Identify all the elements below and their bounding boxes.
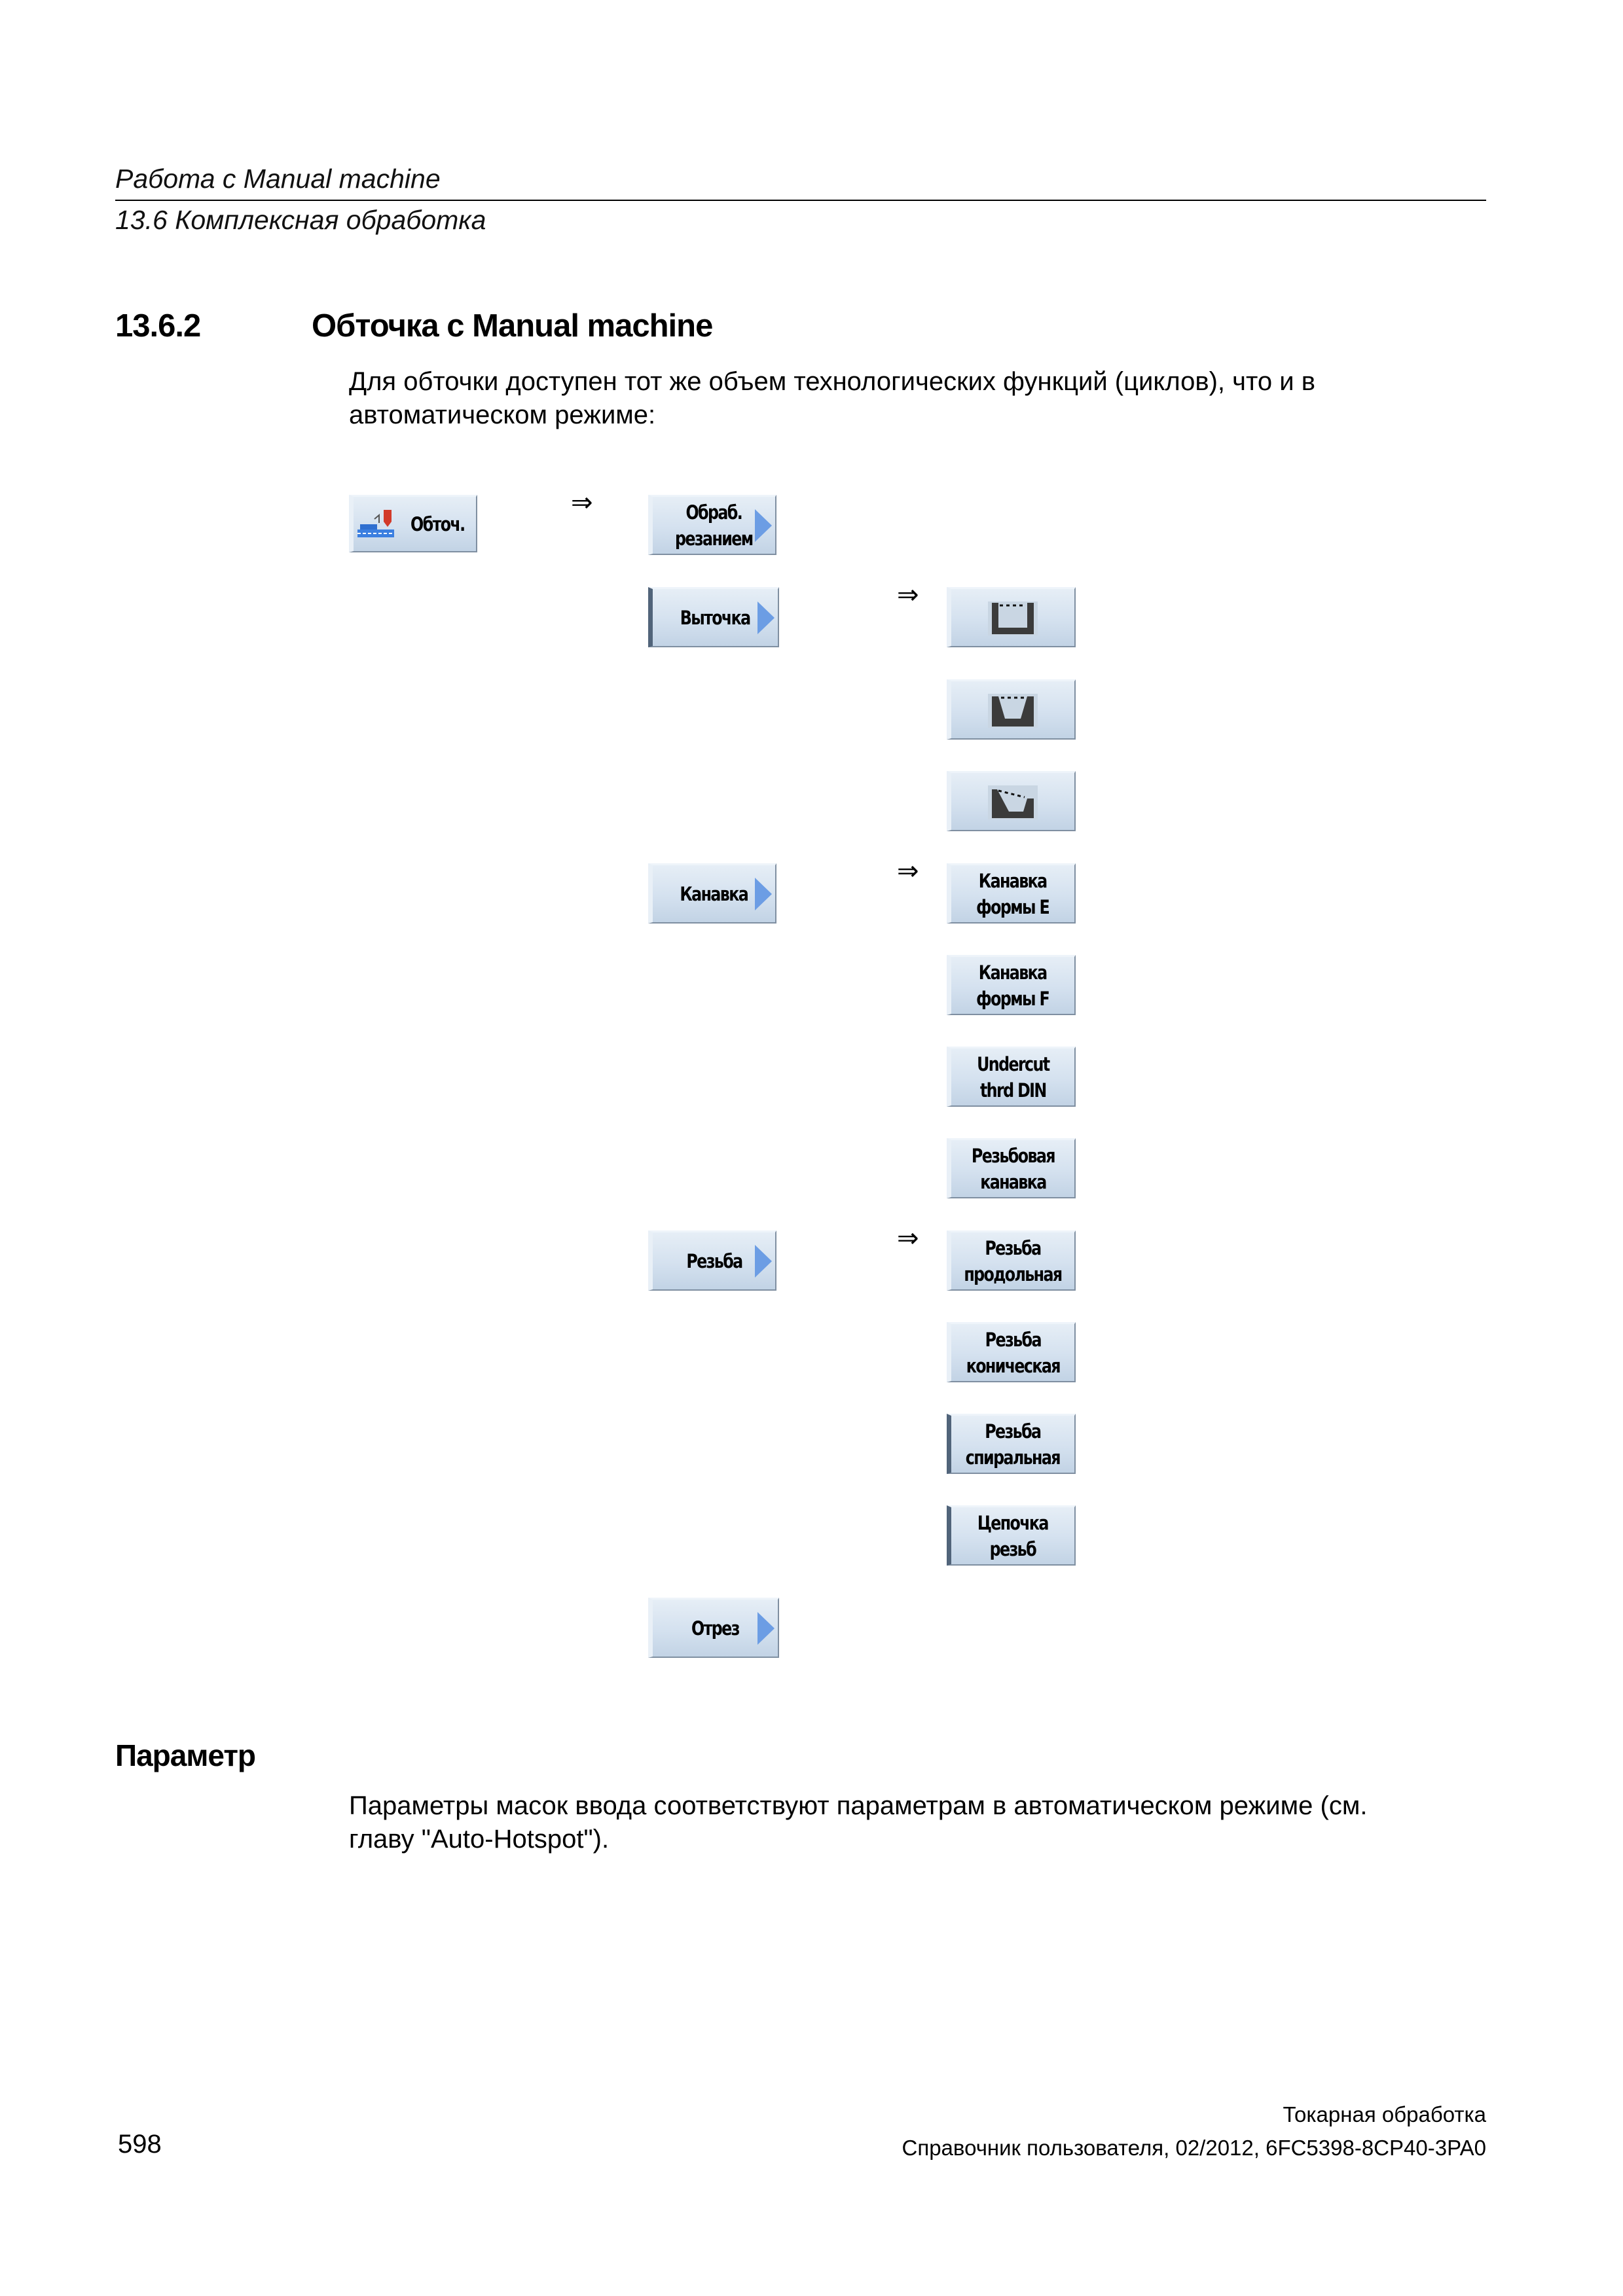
groove-trapezoid-icon: [987, 691, 1039, 729]
stock-removal-softkey[interactable]: [648, 495, 776, 555]
groove-slanted-icon: [987, 783, 1039, 821]
thread-option-label: Резьба продольная: [964, 1236, 1062, 1285]
recess-rect-softkey[interactable]: [947, 587, 1076, 647]
footer-manual-info: Справочник пользователя, 02/2012, 6FC5398-8CP40-3PA0: [902, 2136, 1486, 2160]
footer-book-title: Токарная обработка: [1283, 2102, 1486, 2126]
nav-arrow: ⇒: [571, 488, 593, 518]
groove-option-label: Канавка формы F: [976, 961, 1049, 1010]
groove-option-label: Резьбовая канавка: [971, 1144, 1055, 1193]
stock-removal-label: Обраб. резанием: [675, 501, 753, 550]
section-title: Обточка с Manual machine: [312, 308, 713, 344]
groove-option-label: Undercut thrd DIN: [976, 1052, 1049, 1102]
thread-option-label: Резьба коническая: [966, 1328, 1060, 1377]
intro-paragraph: Для обточки доступен тот же объем технологических функций (циклов), что и в автоматическом режиме:: [349, 367, 1315, 429]
nav-arrow: ⇒: [897, 580, 919, 610]
thread-taper-softkey[interactable]: [947, 1322, 1076, 1382]
submenu-arrow-icon: [755, 878, 772, 910]
running-header-chapter: Работа с Manual machine: [115, 164, 441, 194]
submenu-arrow-icon: [757, 1612, 775, 1645]
parameter-heading: Параметр: [115, 1738, 255, 1772]
thread-softkey[interactable]: [648, 1230, 776, 1291]
groove-form-e-softkey[interactable]: [947, 863, 1076, 924]
header-rule: [115, 200, 1486, 201]
thread-face-softkey[interactable]: [947, 1414, 1076, 1474]
groove-softkey[interactable]: [648, 863, 776, 924]
thread-longitudinal-softkey[interactable]: [947, 1230, 1076, 1291]
recess-trapezoid-softkey[interactable]: [947, 679, 1076, 740]
groove-option-label: Канавка формы E: [976, 869, 1049, 918]
submenu-arrow-icon: [755, 1245, 772, 1278]
groove-label: Канавка: [680, 882, 748, 905]
thread-chain-softkey[interactable]: [947, 1505, 1076, 1566]
cutoff-softkey[interactable]: [648, 1598, 779, 1658]
groove-form-f-softkey[interactable]: [947, 955, 1076, 1015]
thread-option-label: Резьба спиральная: [965, 1420, 1061, 1469]
turning-icon: [357, 507, 395, 540]
nav-arrow: ⇒: [897, 1223, 919, 1253]
running-header-section: 13.6 Комплексная обработка: [115, 205, 486, 235]
cutoff-label: Отрез: [691, 1617, 739, 1640]
recess-softkey[interactable]: [648, 587, 779, 647]
thread-groove-softkey[interactable]: [947, 1138, 1076, 1198]
nav-arrow: ⇒: [897, 856, 919, 886]
groove-rect-icon: [987, 599, 1039, 637]
submenu-arrow-icon: [755, 509, 772, 542]
parameter-paragraph: Параметры масок ввода соответствуют параметрам в автоматическом режиме (см. главу "Auto-Hotspot").: [349, 1791, 1368, 1854]
turning-softkey-label: Обточ.: [410, 512, 465, 535]
thread-label: Резьба: [685, 1249, 742, 1272]
recess-slanted-softkey[interactable]: [947, 771, 1076, 831]
page-number: 598: [118, 2130, 162, 2159]
section-number: 13.6.2: [115, 308, 201, 344]
recess-label: Выточка: [680, 606, 750, 629]
thread-option-label: Цепочка резьб: [977, 1511, 1048, 1560]
submenu-arrow-icon: [757, 601, 775, 634]
undercut-din-softkey[interactable]: [947, 1047, 1076, 1107]
turning-softkey[interactable]: [349, 495, 477, 552]
